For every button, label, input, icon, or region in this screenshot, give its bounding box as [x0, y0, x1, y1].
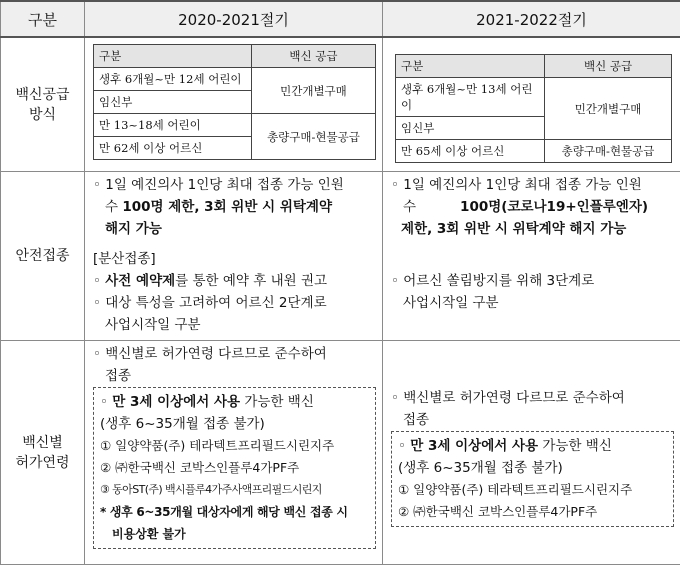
safety-right-line1: ◦ 1일 예진의사 1인당 최대 접종 가능 인원	[391, 174, 674, 196]
bold-text: 100명(코로나19+인플루엔자)	[416, 199, 648, 215]
label-age-line1: 백신별	[1, 433, 84, 453]
header-season-2020: 2020-2021절기	[85, 1, 383, 37]
age-right-box-line2: (생후 6~35개월 접종 불가)	[398, 457, 667, 479]
safety-left-line2	[93, 196, 376, 218]
age-right-vaccine-box	[391, 431, 674, 527]
age-left-box-line2: (생후 6~35개월 접종 불가)	[100, 413, 369, 435]
safety-right-line2	[391, 196, 674, 218]
safety-left-line1: ◦ 1일 예진의사 1인당 최대 접종 가능 인원	[93, 174, 376, 196]
age-left	[85, 341, 383, 565]
safety-left-line6: ◦ 대상 특성을 고려하여 어르신 2단계로	[93, 292, 376, 314]
inner-cell-item: 임신부	[396, 117, 545, 140]
row-age	[1, 341, 680, 565]
age-left-note-1: * 생후 6~35개월 대상자에게 해당 백신 접종 시	[100, 501, 369, 523]
inner-cell-item: 만 13~18세 어린이	[94, 114, 252, 137]
supply-right-table	[395, 54, 672, 163]
bold-text: 만 3세 이상에서 사용	[410, 438, 538, 454]
age-left-note-2: 비용상환 불가	[100, 523, 369, 545]
text: 수	[403, 199, 416, 215]
label-supply-line1: 백신공급	[1, 85, 84, 105]
safety-right-line4: ◦ 어르신 쏠림방지를 위해 3단계로	[391, 270, 674, 292]
bold-text: 사전 예약제	[105, 273, 175, 289]
bold-text: 100명 제한, 3회 위반 시 위탁계약	[122, 199, 332, 215]
safety-left-line3: 해지 가능	[93, 218, 376, 240]
text: ◦	[398, 438, 410, 454]
safety-left-line5	[93, 270, 376, 292]
age-right	[383, 341, 680, 565]
text: 가능한 백신	[240, 394, 314, 410]
age-left-line2: 접종	[93, 365, 376, 387]
safety-right-line5: 사업시작일 구분	[391, 292, 674, 314]
age-left-vaccine-3: ③ 동아ST(주) 백시플루4가주사액프리필드시린지	[100, 479, 369, 501]
inner-cell-supply: 민간개별구매	[251, 68, 375, 114]
safety-right-line3: 제한, 3회 위반 시 위탁계약 해지 가능	[391, 218, 674, 240]
age-right-line1: ◦ 백신별로 허가연령 다르므로 준수하여	[391, 387, 674, 409]
safety-left-tag: [분산접종]	[93, 248, 376, 270]
text: ◦	[93, 273, 105, 289]
label-safety: 안전접종	[1, 172, 85, 341]
age-left-vaccine-1: ① 일양약품(주) 테라텍트프리필드시린지주	[100, 435, 369, 457]
text: ◦	[100, 394, 112, 410]
age-left-line1: ◦ 백신별로 허가연령 다르므로 준수하여	[93, 343, 376, 365]
inner-cell-item: 생후 6개월~만 13세 어린이	[396, 78, 545, 117]
inner-cell-supply: 민간개별구매	[545, 78, 672, 140]
inner-cell-item: 만 62세 이상 어르신	[94, 137, 252, 160]
inner-head-supply: 백신 공급	[251, 45, 375, 68]
inner-cell-supply: 총량구매-현물공급	[251, 114, 375, 160]
safety-left	[85, 172, 383, 341]
age-right-line2: 접종	[391, 409, 674, 431]
text: 를 통한 예약 후 내원 권고	[175, 273, 327, 289]
inner-head-supply: 백신 공급	[545, 55, 672, 78]
inner-head-category: 구분	[396, 55, 545, 78]
age-left-box-line1	[100, 391, 369, 413]
text: 수	[105, 199, 122, 215]
text: 가능한 백신	[538, 438, 612, 454]
supply-left	[85, 37, 383, 172]
age-right-vaccine-1: ① 일양약품(주) 테라텍트프리필드시린지주	[398, 479, 667, 501]
header-category: 구분	[1, 1, 85, 37]
supply-right	[383, 37, 680, 172]
inner-cell-item: 만 65세 이상 어르신	[396, 140, 545, 163]
header-row	[1, 1, 680, 37]
supply-left-table	[93, 44, 376, 160]
row-supply	[1, 37, 680, 172]
label-supply-line2: 방식	[1, 105, 84, 125]
age-right-vaccine-2: ② ㈜한국백신 코박스인플루4가PF주	[398, 501, 667, 523]
inner-head-category: 구분	[94, 45, 252, 68]
bold-text: 만 3세 이상에서 사용	[112, 394, 240, 410]
inner-cell-item: 임신부	[94, 91, 252, 114]
safety-left-line7: 사업시작일 구분	[93, 314, 376, 336]
row-safety	[1, 172, 680, 341]
header-season-2021: 2021-2022절기	[383, 1, 680, 37]
inner-cell-item: 생후 6개월~만 12세 어린이	[94, 68, 252, 91]
label-supply	[1, 37, 85, 172]
age-left-vaccine-2: ② ㈜한국백신 코박스인플루4가PF주	[100, 457, 369, 479]
age-right-box-line1	[398, 435, 667, 457]
label-age	[1, 341, 85, 565]
label-age-line2: 허가연령	[1, 453, 84, 473]
safety-right	[383, 172, 680, 341]
age-left-vaccine-box	[93, 387, 376, 549]
inner-cell-supply: 총량구매-현물공급	[545, 140, 672, 163]
